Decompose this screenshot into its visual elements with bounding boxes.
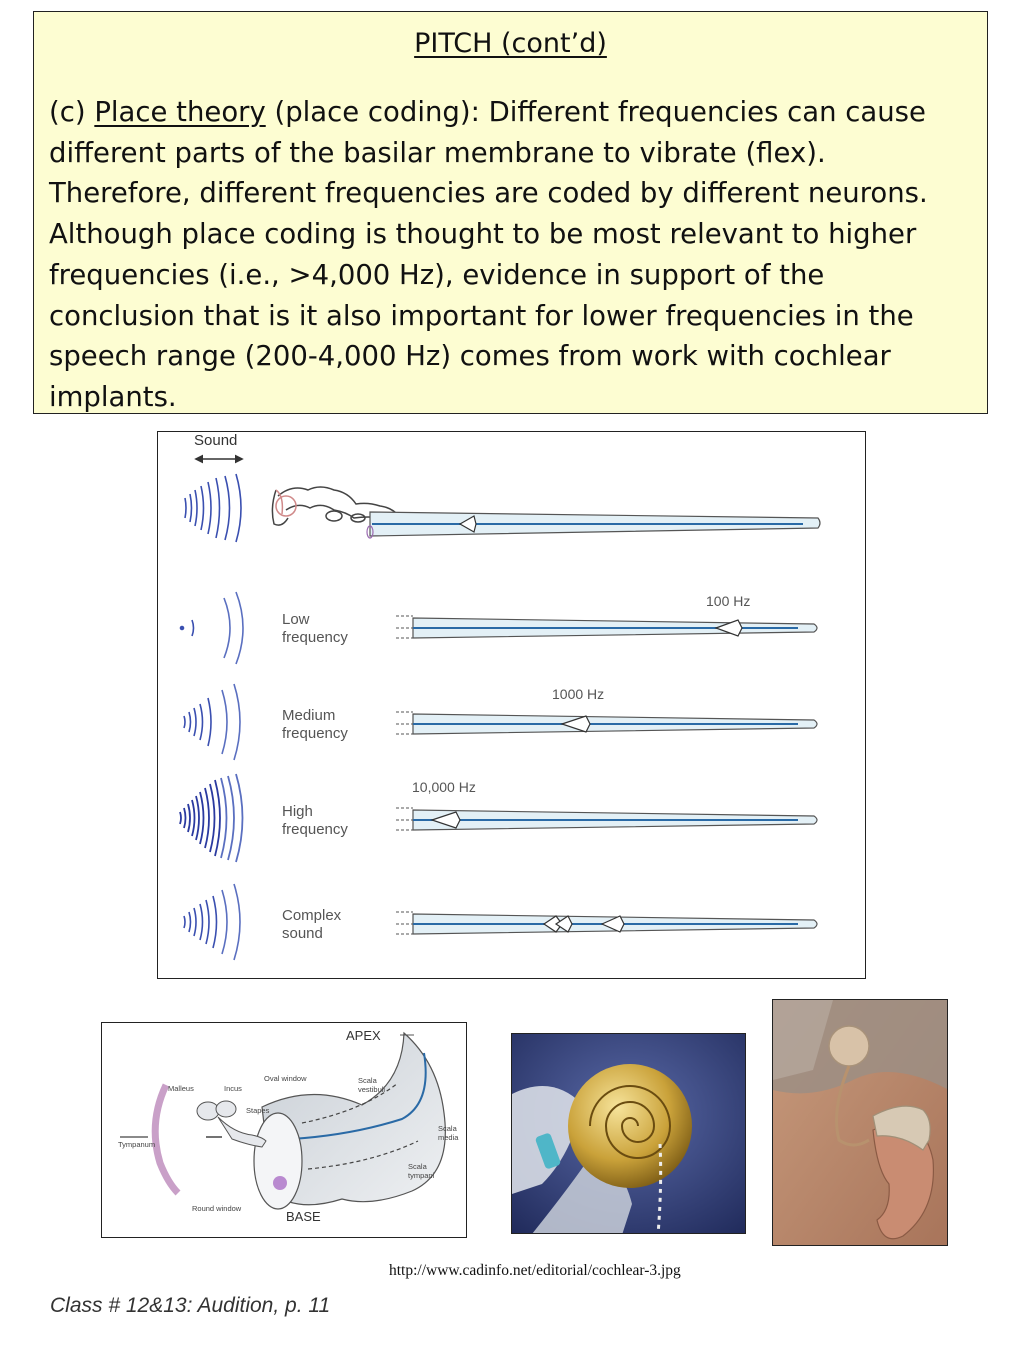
sound-label: Sound — [194, 432, 238, 449]
row-label-medium-2: frequency — [282, 725, 348, 742]
label-scala-tympani-2: tympani — [408, 1171, 435, 1180]
label-malleus: Malleus — [168, 1084, 194, 1093]
membrane-row — [396, 712, 817, 734]
label-scala-media: Scala — [438, 1124, 457, 1133]
cochlear-implant-image — [511, 1033, 746, 1234]
wave-icon — [180, 774, 243, 862]
label-apex: APEX — [346, 1028, 381, 1043]
row-label-low-2: frequency — [282, 629, 348, 646]
para-prefix: (c) — [49, 96, 95, 128]
body-paragraph — [49, 92, 973, 418]
row-label-medium: Medium — [282, 707, 336, 724]
label-stapes: Stapes — [246, 1106, 270, 1115]
membrane-row — [396, 616, 817, 638]
peak-label-100hz: 100 Hz — [706, 593, 751, 609]
label-incus: Incus — [224, 1084, 242, 1093]
slide-title: PITCH (cont’d) — [414, 28, 607, 59]
wave-icon — [184, 684, 240, 760]
row-label-complex-2: sound — [282, 925, 323, 942]
label-scala-media-2: media — [438, 1133, 459, 1142]
tympanum-shape — [155, 1085, 178, 1193]
label-round-window: Round window — [192, 1204, 242, 1213]
basilar-membrane-figure — [157, 431, 866, 979]
membrane-row — [396, 912, 817, 934]
row-label-high: High — [282, 803, 313, 820]
row-label-low: Low — [282, 611, 310, 628]
membrane-row — [396, 808, 817, 830]
slide-footer: Class # 12&13: Audition, p. 11 — [50, 1294, 331, 1317]
place-theory-term: Place theory — [94, 96, 266, 128]
row-label-high-2: frequency — [282, 821, 348, 838]
label-scala-tympani: Scala — [408, 1162, 427, 1171]
label-tympanum: Tympanum — [118, 1140, 156, 1149]
wave-icon — [181, 592, 244, 664]
vestibule — [254, 1113, 302, 1209]
image-source-url: http://www.cadinfo.net/editorial/cochlear-3.jpg — [389, 1262, 681, 1279]
peak-label-10000hz: 10,000 Hz — [412, 779, 476, 795]
label-scala-vestibuli-2: vestibuli — [358, 1085, 386, 1094]
implant-user-photo — [772, 999, 948, 1246]
ear-anatomy-figure — [101, 1022, 467, 1238]
wave-icon — [184, 884, 240, 960]
label-oval-window: Oval window — [264, 1074, 307, 1083]
text-box — [33, 11, 988, 414]
para-text: (place coding): Different frequencies can cause different parts of the basilar membrane to vibrate (flex). Therefore, different frequencies are coded by different neurons. Although place coding is thought to be most relevant to higher frequencies (i.e., >4,000 Hz), evidence in support of the conclusion that is it also important for lower frequencies in the speech range (200-4,000 Hz) comes from work with cochlear implants. — [49, 96, 928, 413]
row-label-complex: Complex — [282, 907, 342, 924]
round-window — [273, 1176, 287, 1190]
label-base: BASE — [286, 1209, 321, 1224]
wave-icon — [185, 474, 241, 542]
label-scala-vestibuli: Scala — [358, 1076, 377, 1085]
peak-label-1000hz: 1000 Hz — [552, 686, 605, 702]
